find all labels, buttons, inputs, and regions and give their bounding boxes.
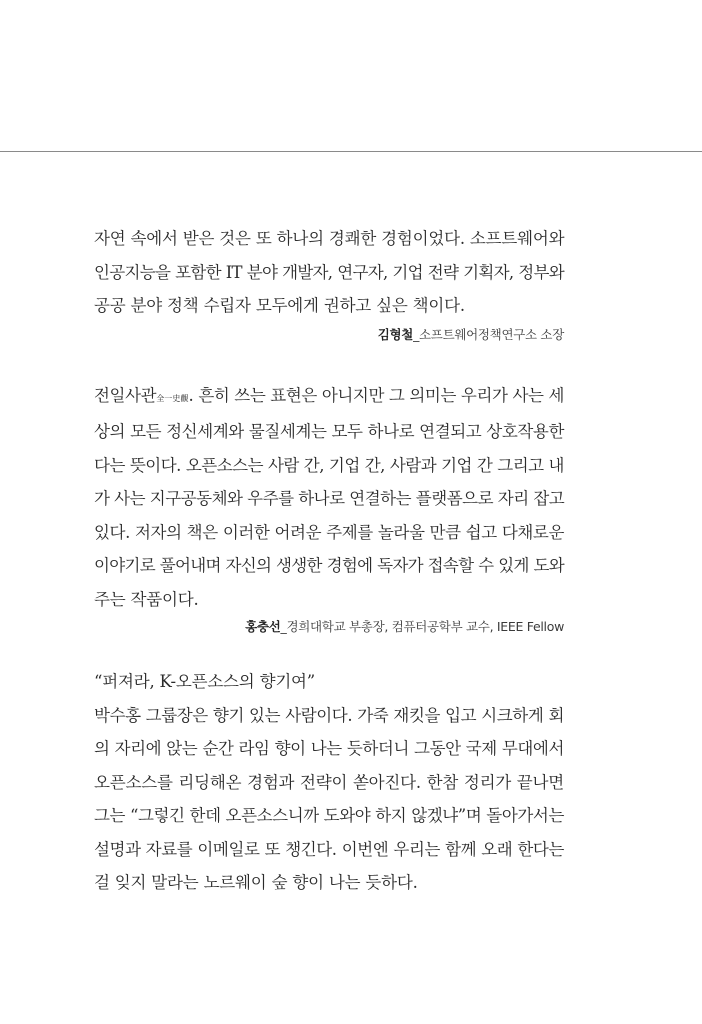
endorser-name: 김형철: [377, 326, 414, 342]
endorsement-paragraph-2: [94, 379, 564, 617]
text-line: 그는 “그렇긴 한데 오픈소스니까 도와야 하지 않겠냐”며 돌아가서는: [94, 806, 564, 825]
text-line: 공공 분야 정책 수립자 모두에게 권하고 싶은 책이다.: [94, 296, 465, 315]
text-line: 주는 작품이다.: [94, 589, 199, 609]
endorser-name: 홍충선: [245, 619, 281, 634]
endorser-signature-2: [94, 617, 564, 637]
text-line: 상의 모든 정신세계와 물질세계는 모두 하나로 연결되고 상호작용한: [94, 422, 564, 441]
text-line: 가 사는 지구공동체와 우주를 하나로 연결하는 플랫폼으로 자리 잡고: [94, 489, 565, 508]
text-line: 오픈소스를 리딩해온 경험과 전략이 쏟아진다. 한참 정리가 끝나면: [94, 772, 564, 792]
text-line: 다는 뜻이다. 오픈소스는 사람 간, 기업 간, 사람과 기업 간 그리고 내: [94, 455, 564, 475]
text-line: 박수홍 그룹장은 향기 있는 사람이다. 가죽 재킷을 입고 시크하게 회: [94, 705, 564, 725]
term-word: 전일사관: [94, 385, 157, 405]
text-line: [94, 379, 564, 416]
quote-heading: “퍼져라, K-오픈소스의 향기여”: [94, 672, 316, 691]
hanja-annotation: 全一史觀: [156, 393, 189, 403]
page-body: [94, 222, 564, 900]
text-line: 의 자리에 앉는 순간 라임 향이 나는 듯하더니 그동안 국제 무대에서: [94, 739, 564, 758]
endorser-affiliation: _경희대학교 부총장, 컴퓨터공학부 교수, IEEE Fellow: [280, 619, 564, 634]
endorser-affiliation: _소프트웨어정책연구소 소장: [413, 326, 564, 342]
text-line-rest: . 흔히 쓰는 표현은 아니지만 그 의미는 우리가 사는 세: [188, 385, 564, 405]
text-line: 걸 잊지 말라는 노르웨이 숲 향이 나는 듯하다.: [94, 873, 418, 892]
text-line: 설명과 자료를 이메일로 또 챙긴다. 이번엔 우리는 함께 오래 한다는: [94, 839, 564, 859]
text-line: 자연 속에서 받은 것은 또 하나의 경쾌한 경험이었다. 소프트웨어와: [94, 229, 565, 248]
endorsement-paragraph-1: [94, 222, 564, 323]
text-line: 인공지능을 포함한 IT 분야 개발자, 연구자, 기업 전략 기획자, 정부와: [94, 262, 564, 282]
text-line: 이야기로 풀어내며 자신의 생생한 경험에 독자가 접속할 수 있게 도와: [94, 556, 564, 575]
endorsement-paragraph-3: [94, 699, 564, 900]
text-line: 있다. 저자의 책은 이러한 어려운 주제를 놀라울 만큼 쉽고 다채로운: [94, 522, 564, 542]
header-rule: [0, 151, 702, 152]
endorser-signature-1: [94, 325, 564, 345]
